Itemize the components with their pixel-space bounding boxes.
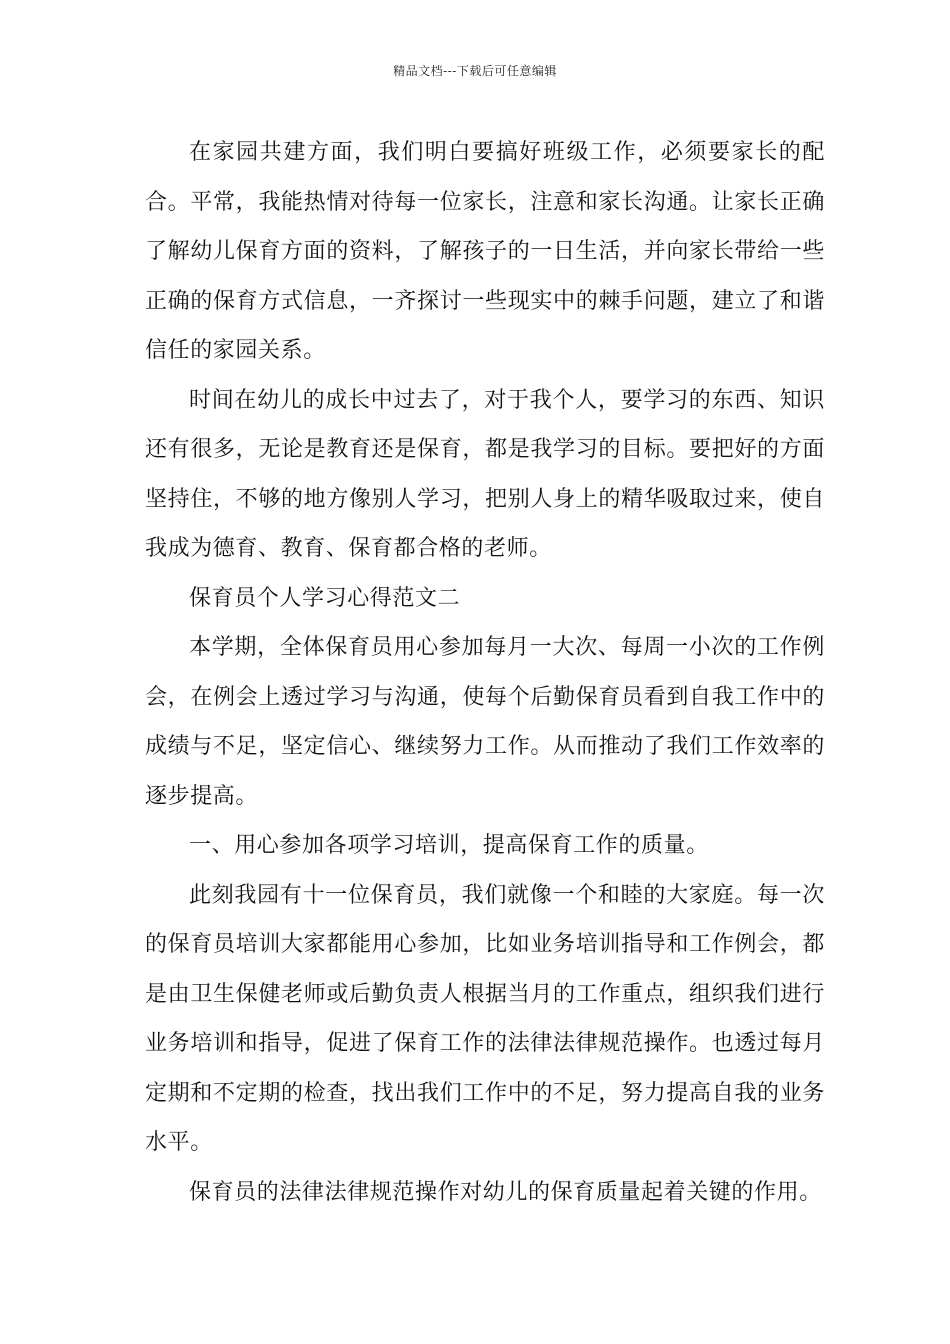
section-heading: 保育员个人学习心得范文二 [189, 585, 461, 611]
paragraph-semester-meetings: 本学期，全体保育员用心参加每月一大次、每周一小次的工作例会，在例会上透过学习与沟通，使每个后勤保育员看到自我工作中的成绩与不足，坚定信心、继续努力工作。从而推动了我们工作效率的逐步提高。 [145, 635, 825, 809]
paragraph-personal-growth: 时间在幼儿的成长中过去了，对于我个人，要学习的东西、知识还有很多，无论是教育还是保育，都是我学习的目标。要把好的方面坚持住，不够的地方像别人学习，把别人身上的精华吸取过来，使自我成为德育、教育、保育都合格的老师。 [145, 387, 825, 561]
subheading-training: 一、用心参加各项学习培训，提高保育工作的质量。 [189, 833, 709, 858]
paragraph-standard-operation: 保育员的法律法律规范操作对幼儿的保育质量起着关键的作用。 [189, 1179, 822, 1205]
document-body [145, 128, 825, 1217]
page-header: 精品文档---下载后可任意编辑 [393, 64, 557, 78]
paragraph-home-cooperation: 在家园共建方面，我们明白要搞好班级工作，必须要家长的配合。平常，我能热情对待每一位家长，注意和家长沟通。让家长正确了解幼儿保育方面的资料，了解孩子的一日生活，并向家长带给一些正确的保育方式信息，一齐探讨一些现实中的棘手问题，建立了和谐信任的家园关系。 [145, 140, 825, 363]
paragraph-training-details: 此刻我园有十一位保育员，我们就像一个和睦的大家庭。每一次的保育员培训大家都能用心参加，比如业务培训指导和工作例会，都是由卫生保健老师或后勤负责人根据当月的工作重点，组织我们进行业务培训和指导，促进了保育工作的法律法律规范操作。也透过每月定期和不定期的检查，找出我们工作中的不足，努力提高自我的业务水平。 [145, 882, 825, 1155]
